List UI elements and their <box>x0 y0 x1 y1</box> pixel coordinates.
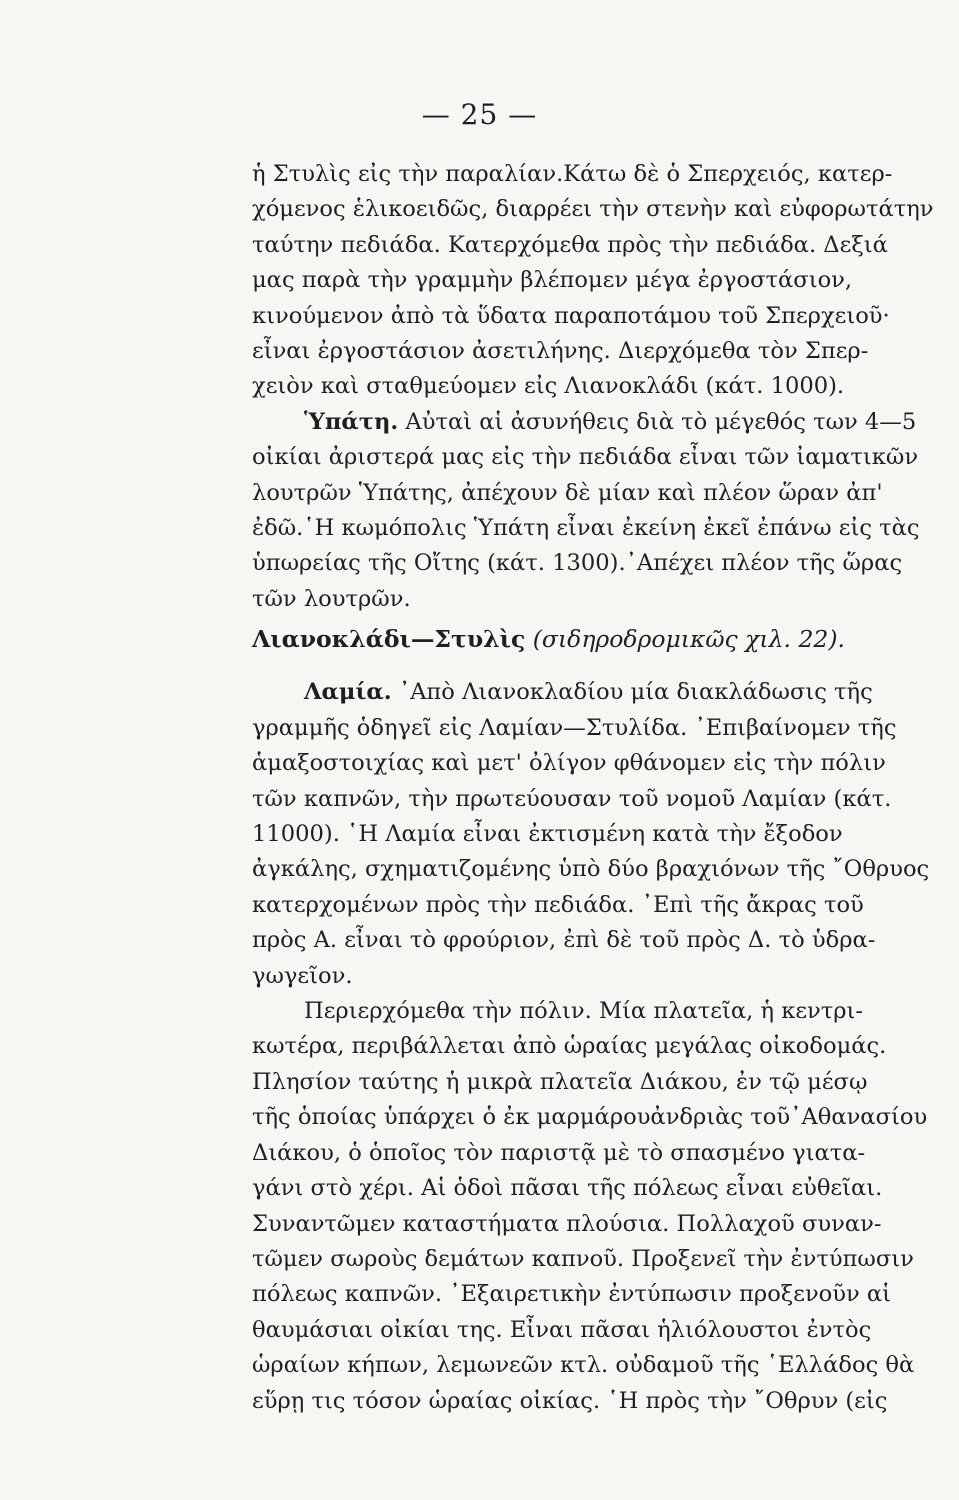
text-line: Διάκου, ὁ ὁποῖος τὸν παριστᾷ μὲ τὸ σπασμένο γιατα- <box>252 1139 866 1166</box>
text-line: πόλεως καπνῶν. ᾽Εξαιρετικὴν ἐντύπωσιν προξενοῦν αἱ <box>252 1281 892 1308</box>
text-line: ἀγκάλης, σχηματιζομένης ὑπὸ δύο βραχιόνων τῆς ῎Οθρυος <box>252 856 930 883</box>
text-line: πρὸς Α. εἶναι τὸ φρούριον, ἐπὶ δὲ τοῦ πρὸς Δ. τὸ ὑδρα- <box>252 927 876 954</box>
text-line: ἡ Στυλὶς εἰς τὴν παραλίαν.Κάτω δὲ ὁ Σπερχειός, κατερ- <box>252 161 893 187</box>
section-label-ypati: Ὑπάτη. <box>304 408 399 435</box>
page-number: — 25 — <box>421 98 538 131</box>
text-line: ὑπωρείας τῆς Οἴτης (κάτ. 1300).᾽Απέχει πλέον τῆς ὥρας <box>252 550 903 577</box>
text-line: ὡραίων κήπων, λεμωνεῶν κτλ. οὐδαμοῦ τῆς ῾Ελλάδος θὰ <box>252 1352 915 1379</box>
text-line: μας παρὰ τὴν γραμμὴν βλέπομεν μέγα ἐργοστάσιον, <box>252 267 853 294</box>
paragraph-ypati <box>252 405 920 617</box>
heading-route: Λιανοκλάδι—Στυλὶς <box>252 625 526 653</box>
text-block-upper <box>252 157 934 617</box>
text-line: τῶν λουτρῶν. <box>252 585 411 612</box>
text-line: εὕρῃ τις τόσον ὡραίας οἰκίας. ῾Η πρὸς τὴν ῎Οθρυν (εἰς <box>252 1387 888 1414</box>
paragraph-city-tour <box>252 994 928 1419</box>
text-line: χειὸν καὶ σταθμεύομεν εἰς Λιανοκλάδι (κάτ. 1000). <box>252 373 845 400</box>
text-block-lower <box>252 622 930 1419</box>
text-line: οἰκίαι ἀριστερά μας εἰς τὴν πεδιάδα εἶναι τῶν ἰαματικῶν <box>252 444 919 471</box>
text-line: ἁμαξοστοιχίας καὶ μετ' ὀλίγον φθάνομεν εἰς τὴν πόλιν <box>252 750 886 777</box>
text-line: γραμμῆς ὁδηγεῖ εἰς Λαμίαν—Στυλίδα. ᾽Επιβαίνομεν τῆς <box>252 714 897 741</box>
text-line: κατερχομένων πρὸς τὴν πεδιάδα. ᾽Επὶ τῆς ἄκρας τοῦ <box>252 891 864 918</box>
text-line: θαυμάσιαι οἰκίαι της. Εἶναι πᾶσαι ἡλιόλουστοι ἐντὸς <box>252 1316 872 1343</box>
text-fragment: ᾽Απὸ Λιανοκλαδίου μία διακλάδωσις τῆς <box>391 679 873 706</box>
text-line: Περιερχόμεθα τὴν πόλιν. Μία πλατεῖα, ἡ κεντρι- <box>304 998 864 1025</box>
text-line: τῶν καπνῶν, τὴν πρωτεύουσαν τοῦ νομοῦ Λαμίαν (κάτ. <box>252 785 892 812</box>
text-line: τῆς ὁποίας ὑπάρχει ὁ ἐκ μαρμάρουἀνδριὰς τοῦ᾽Αθανασίου <box>252 1104 928 1131</box>
text-line: ἐδῶ.῾Η κωμόπολις Ὑπάτη εἶναι ἐκείνη ἐκεῖ ἐπάνω εἰς τὰς <box>252 515 920 542</box>
text-line: χόμενος ἑλικοειδῶς, διαρρέει τὴν στενὴν καὶ εὐφορωτάτην <box>252 196 934 223</box>
paragraph-sperchios <box>252 157 934 405</box>
text-line: τῶμεν σωροὺς δεμάτων καπνοῦ. Προξενεῖ τὴν ἐντύπωσιν <box>252 1245 914 1272</box>
text-line: Πλησίον ταύτης ἡ μικρὰ πλατεῖα Διάκου, ἐν τῷ μέσῳ <box>252 1068 868 1095</box>
text-line: κωτέρα, περιβάλλεται ἀπὸ ὡραίας μεγάλας οἰκοδομάς. <box>252 1033 887 1060</box>
text-line: λουτρῶν Ὑπάτης, ἀπέχουν δὲ μίαν καὶ πλέον ὥραν ἀπ' <box>252 479 883 506</box>
text-line: κινούμενον ἀπὸ τὰ ὕδατα παραποτάμου τοῦ Σπερχειοῦ· <box>252 302 890 329</box>
text-line: γωγεῖον. <box>252 962 353 989</box>
text-line: Συναντῶμεν καταστήματα πλούσια. Πολλαχοῦ συναν- <box>252 1210 882 1237</box>
text-line <box>252 675 873 710</box>
text-line: ταύτην πεδιάδα. Κατερχόμεθα πρὸς τὴν πεδιάδα. Δεξιά <box>252 231 888 258</box>
section-heading <box>252 622 845 657</box>
text-line: 11000). ῾Η Λαμία εἶναι ἐκτισμένη κατὰ τὴν ἔξοδον <box>252 821 843 848</box>
text-line: γάνι στὸ χέρι. Αἱ ὁδοὶ πᾶσαι τῆς πόλεως εἶναι εὐθεῖαι. <box>252 1175 883 1202</box>
section-label-lamia: Λαμία. <box>304 679 392 706</box>
text-line: εἶναι ἐργοστάσιον ἀσετιλήνης. Διερχόμεθα τὸν Σπερ- <box>252 338 869 365</box>
text-line <box>252 405 917 440</box>
paragraph-lamia <box>252 675 930 994</box>
heading-distance: (σιδηροδρομικῶς χιλ. 22). <box>525 625 845 653</box>
text-fragment: Αὐταὶ αἱ ἀσυνήθεις διὰ τὸ μέγεθός των 4—5 <box>398 408 917 435</box>
